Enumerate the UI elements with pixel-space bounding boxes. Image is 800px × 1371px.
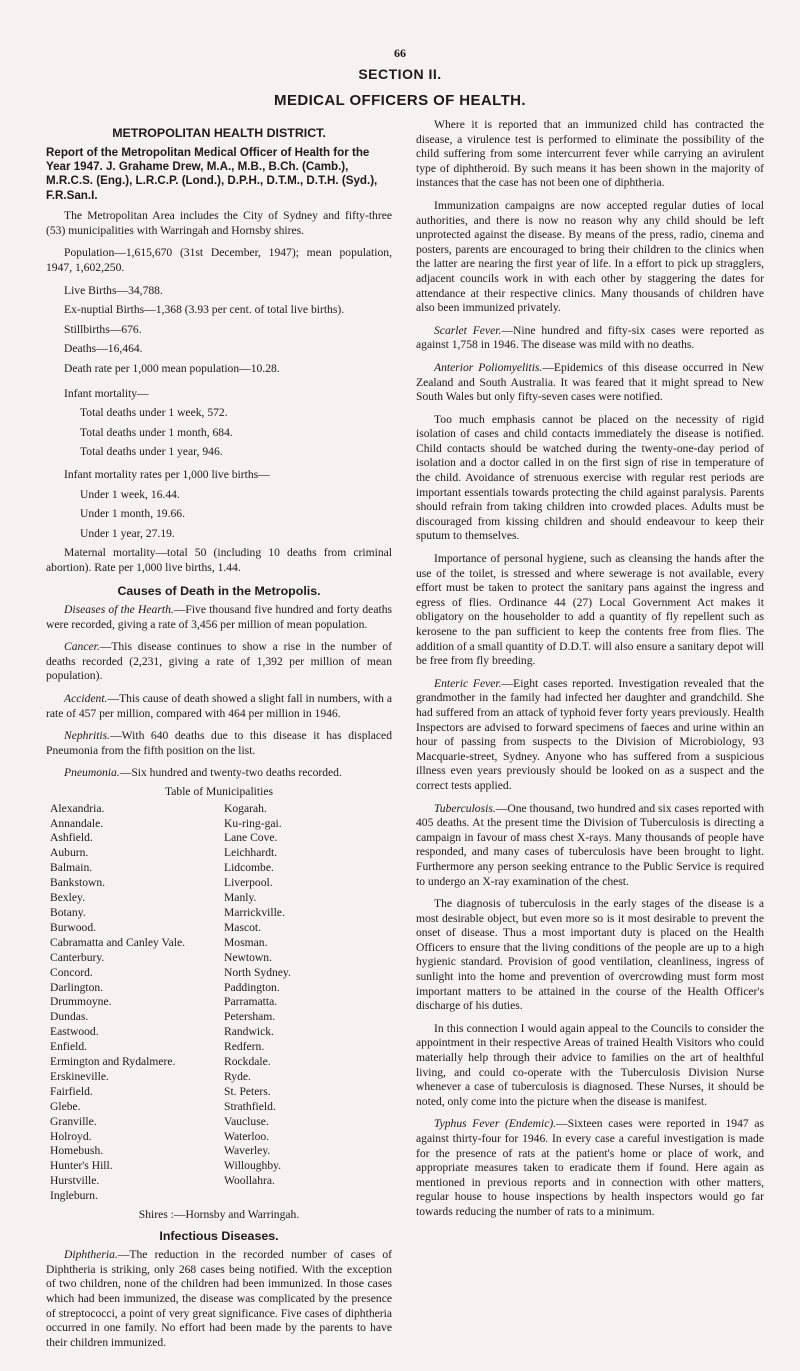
deaths-line: Deaths—16,464.	[64, 342, 143, 356]
infant-rate-year: Under 1 year, 27.19.	[80, 526, 175, 540]
municipality-item: Strathfield.	[224, 1099, 276, 1113]
pneumonia-paragraph	[46, 766, 392, 781]
municipality-item: Ashfield.	[50, 831, 93, 845]
nephritis-text: —With 640 deaths due to this disease it has displaced Pneumonia from the fifth position on the list.	[46, 729, 392, 757]
municipality-item: Rockdale.	[224, 1055, 271, 1069]
municipality-item: Woollahra.	[224, 1174, 275, 1188]
accident-paragraph	[46, 692, 392, 721]
diagnosis-paragraph: The diagnosis of tuberculosis in the early stages of the disease is a most desirable object, but even more so is it most desirable to prevent the onset of disease. Thus a most important duty is placed on the Health Officers to ensure that the living conditions of the people are up to a high hygienic standard. Provision of good ventilation, cleanliness, ingress of sunlight into the home and prevention of overcrowding must form most important matters to be attained in the course of the Health Officer's discharge of his duties.	[416, 897, 764, 1013]
nephritis-paragraph	[46, 729, 392, 758]
municipality-item: Enfield.	[50, 1040, 88, 1054]
heart-paragraph	[46, 603, 392, 632]
polio-title: Anterior Poliomyelitis.	[434, 360, 543, 374]
ex-nuptial-line: Ex-nuptial Births—1,368 (3.93 per cent. of total live births).	[64, 303, 345, 317]
municipality-item: Fairfield.	[50, 1084, 93, 1098]
municipality-item: Homebush.	[50, 1144, 104, 1158]
enteric-paragraph	[416, 677, 764, 794]
infant-mortality-month: Total deaths under 1 month, 684.	[80, 425, 233, 439]
infant-rate-week: Under 1 week, 16.44.	[80, 487, 180, 501]
municipality-item: Kogarah.	[224, 801, 267, 815]
municipality-item: Dundas.	[50, 1010, 89, 1024]
municipality-item: Burwood.	[50, 920, 97, 934]
municipality-item: Cabramatta and Canley Vale.	[50, 935, 185, 949]
enteric-text: —Eight cases reported. Investigation revealed that the grandmother in the family had infected her daughter and grandchild. She had suffered from an attack of typhoid fever forty years previously. Health Inspectors are advised to forward specimens of faeces and urine within an hour of passing from suspects to the Division of Microbiology, 93 Macquarie-street, Sydney. Anyone who has suffered from a suspicious illness even years previously should be looked on as a suspect and the correct tests applied.	[416, 676, 764, 792]
page-number: 66	[394, 46, 406, 60]
accident-title: Accident.	[64, 692, 108, 706]
municipality-item: Granville.	[50, 1114, 97, 1128]
municipality-item: Alexandria.	[50, 801, 105, 815]
municipality-item: Redfern.	[224, 1040, 265, 1054]
typhus-text: —Sixteen cases were reported in 1947 as against thirty-four for 1946. In every case a careful investigation is made for the presence of rats at the patient's home or place of work, and appropriate measures taken to eradicate them if found. Here again as mentioned in previous reports and in connection with other matters, regular house to house inspections by health inspectors would go far towards reducing the number of rats to a minimum.	[416, 1117, 764, 1218]
cancer-title: Cancer.	[64, 640, 100, 654]
municipality-item: Ingleburn.	[50, 1189, 98, 1203]
municipality-item: Hunter's Hill.	[50, 1159, 113, 1173]
scarlet-text: —Nine hundred and fifty-six cases were reported as against 1,758 in 1946. The disease was mild with no deaths.	[416, 323, 764, 352]
nephritis-title: Nephritis.	[64, 729, 111, 743]
typhus-paragraph	[416, 1117, 764, 1219]
hygiene-paragraph: Importance of personal hygiene, such as cleansing the hands after the use of the toilet, is stressed and where sewerage is not available, every effort must be taken to protect the sanitary pans against the ingress and egress of flies. Ordinance 44 (27) Local Government Act makes it obligatory on the householder to add a quantity of fly repellent such as kerosene to the pan sufficient to keep the contents free from flies. The addition of a small quantity of D.D.T. will also ensure a sanitary depot will be free from fly breeding.	[416, 552, 764, 668]
municipality-item: Willoughby.	[224, 1159, 282, 1173]
municipality-item: Vaucluse.	[224, 1114, 269, 1128]
municipality-item: Eastwood.	[50, 1025, 99, 1039]
municipality-item: Mascot.	[224, 920, 262, 934]
municipality-item: Ermington and Rydalmere.	[50, 1055, 176, 1069]
municipality-item: Randwick.	[224, 1025, 274, 1039]
infant-rates-label: Infant mortality rates per 1,000 live births—	[64, 467, 270, 481]
scarlet-paragraph	[416, 324, 764, 353]
municipality-item: Petersham.	[224, 1010, 276, 1024]
municipalities-column-1	[50, 802, 224, 1204]
municipality-item: Waterloo.	[224, 1129, 270, 1143]
live-births-line: Live Births—34,788.	[64, 283, 163, 297]
maternal-mortality: Maternal mortality—total 50 (including 10 deaths from criminal abortion). Rate per 1,000 live births, 1.44.	[46, 546, 392, 574]
municipality-item: Ryde.	[224, 1069, 251, 1083]
infant-mortality-week: Total deaths under 1 week, 572.	[80, 406, 228, 420]
tuberculosis-text: —One thousand, two hundred and six cases reported with 405 deaths. At the present time the Division of Tuberculosis is directing a campaign in favour of mass chest X-rays. Many thousands of people have responded, and many cases of tuberculosis have been brought to light. Furthermore any person seeking entrance to the Public Service is required to undergo an X-ray examination of the chest.	[416, 801, 764, 888]
municipality-item: Ku-ring-gai.	[224, 816, 282, 830]
municipality-item: Parramatta.	[224, 995, 278, 1009]
polio-text: —Epidemics of this disease occurred in New Zealand and South Australia. It was feared that it might spread to New South Wales but only fifty-seven cases were notified.	[416, 360, 764, 404]
municipality-item: Bexley.	[50, 891, 85, 905]
municipality-item: Concord.	[50, 965, 93, 979]
section-title: SECTION II.	[358, 66, 442, 82]
immunization-paragraph: Immunization campaigns are now accepted regular duties of local authorities, and there is now no reason why any child should be left unprotected against the disease. By means of the press, radio, cinema and posters, parents are encouraged to bring their children to the clinics when the latter are nearing the first year of life. In a effort to pick up stragglers, adjacent councils work in with each other by staggering the dates for attendance at their respective clinics. Many thousands of children have also been immunized privately.	[416, 198, 764, 315]
tuberculosis-paragraph	[416, 802, 764, 890]
left-column	[46, 118, 392, 1358]
municipality-item: Holroyd.	[50, 1129, 92, 1143]
municipality-item: St. Peters.	[224, 1084, 271, 1098]
heart-text: —Five thousand five hundred and forty deaths were recorded, giving a rate of 3,456 per million of mean population.	[46, 603, 393, 631]
municipality-item: Lidcombe.	[224, 861, 274, 875]
municipalities-table-caption: Table of Municipalities	[164, 785, 273, 799]
pneumonia-title: Pneumonia.	[64, 766, 120, 780]
municipality-item: Botany.	[50, 905, 86, 919]
municipality-item: Drummoyne.	[50, 995, 112, 1009]
municipality-item: Canterbury.	[50, 950, 105, 964]
heart-title: Diseases of the Hearth.	[64, 603, 174, 617]
municipality-item: Mosman.	[224, 935, 268, 949]
cancer-paragraph	[46, 640, 392, 684]
municipality-item: Liverpool.	[224, 876, 273, 890]
municipality-item: Annandale.	[50, 816, 104, 830]
shires-line: Shires :—Hornsby and Warringah.	[138, 1208, 300, 1222]
pneumonia-text: —Six hundred and twenty-two deaths recorded.	[119, 766, 342, 780]
polio-paragraph	[416, 361, 764, 405]
municipality-item: Erskineville.	[50, 1069, 109, 1083]
municipality-item: Newtown.	[224, 950, 272, 964]
infant-mortality-year: Total deaths under 1 year, 946.	[80, 445, 223, 459]
population-line: Population—1,615,670 (31st December, 1947); mean population, 1947, 1,602,250.	[46, 246, 392, 274]
right-column	[416, 118, 764, 1228]
isolation-paragraph: Too much emphasis cannot be placed on the necessity of rigid isolation of cases and child contacts immediately the disease is notified. Child contacts should be watched during the twenty-one-day period of isolation and a doctor called in on the first sign of rise in temperature of the child. Avoidance of strenuous exercise with regular rest periods are important essentials towards protecting the child against paralysis. Parents should refrain from taking children into crowded places. Adults must be discouraged from kissing children and should endeavour to keep their sputum to themselves.	[416, 412, 764, 543]
accident-text: —This cause of death showed a slight fall in numbers, with a rate of 457 per million, compared with 464 per million in 1946.	[46, 692, 392, 720]
chapter-title: MEDICAL OFFICERS OF HEALTH.	[274, 92, 526, 109]
intro-paragraph: The Metropolitan Area includes the City of Sydney and fifty-three (53) municipalities with Warringah and Hornsby shires.	[46, 209, 392, 237]
municipality-item: Auburn.	[50, 846, 89, 860]
municipalities-table	[50, 802, 392, 1204]
enteric-title: Enteric Fever.	[434, 676, 502, 690]
municipality-item: Leichhardt.	[224, 846, 278, 860]
municipality-item: North Sydney.	[224, 965, 291, 979]
district-heading: METROPOLITAN HEALTH DISTRICT.	[112, 126, 326, 140]
infant-rate-month: Under 1 month, 19.66.	[80, 507, 185, 521]
cancer-text: —This disease continues to show a rise in the number of deaths recorded (2,231, giving a rate of 1,392 per million of mean population).	[46, 640, 392, 683]
diphtheria-text: —The reduction in the recorded number of cases of Diphtheria is striking, only 268 cases being notified. With the exception of two children, none of the children had been immunized. In those cases which had been immunized, the disease was complicated by the presence of streptococci, a point of very great significance. Five cases of diphtheria occurred in one family. No effort had been made by the parents to have their children immunized.	[46, 1248, 392, 1349]
municipality-item: Waverley.	[224, 1144, 271, 1158]
infectious-heading: Infectious Diseases.	[159, 1228, 279, 1243]
municipality-item: Darlington.	[50, 980, 104, 994]
municipality-item: Paddington.	[224, 980, 280, 994]
infant-mortality-label: Infant mortality—	[64, 386, 149, 400]
municipality-item: Hurstville.	[50, 1174, 100, 1188]
causes-heading: Causes of Death in the Metropolis.	[117, 583, 321, 598]
municipality-item: Glebe.	[50, 1099, 81, 1113]
diphtheria-title: Diphtheria.	[64, 1248, 118, 1262]
report-heading: Report of the Metropolitan Medical Officer of Health for the Year 1947. J. Grahame Drew, M.A., M.B., B.Ch. (Camb.), M.R.C.S. (Eng.), L.R.C.P. (Lond.), D.P.H., D.T.M., D.T.H. (Syd.), F.R.San.I.	[46, 145, 378, 202]
municipality-item: Marrickville.	[224, 905, 285, 919]
diphtheria-paragraph	[46, 1248, 392, 1350]
municipality-item: Manly.	[224, 891, 257, 905]
tuberculosis-title: Tuberculosis.	[434, 801, 496, 815]
health-visitors-paragraph: In this connection I would again appeal to the Councils to consider the appointment in their respective Areas of trained Health Visitors who could materially help through their advice to families on the art of healthful living, and could co-operate with the Tuberculosis Division Nurse whenever a case of tuberculosis is diagnosed. These Nurses, it should be noted, only come into the picture when the disease is manifest.	[416, 1021, 764, 1108]
stillbirths-line: Stillbirths—676.	[64, 322, 142, 336]
municipality-item: Bankstown.	[50, 876, 106, 890]
virulence-paragraph: Where it is reported that an immunized child has contracted the disease, a virulence test is performed to eliminate the possibility of the child suffering from some intercurrent fever while carrying an avirulent type of diphtheroid. By such means it has been shown in the majority of instances that the case has not been one of diphtheria.	[416, 118, 764, 190]
typhus-title: Typhus Fever (Endemic).	[434, 1117, 557, 1131]
municipality-item: Lane Cove.	[224, 831, 278, 845]
scarlet-title: Scarlet Fever.	[434, 323, 502, 337]
municipality-item: Balmain.	[50, 861, 93, 875]
municipalities-column-2	[224, 802, 291, 1204]
death-rate-line: Death rate per 1,000 mean population—10.28.	[64, 361, 280, 375]
